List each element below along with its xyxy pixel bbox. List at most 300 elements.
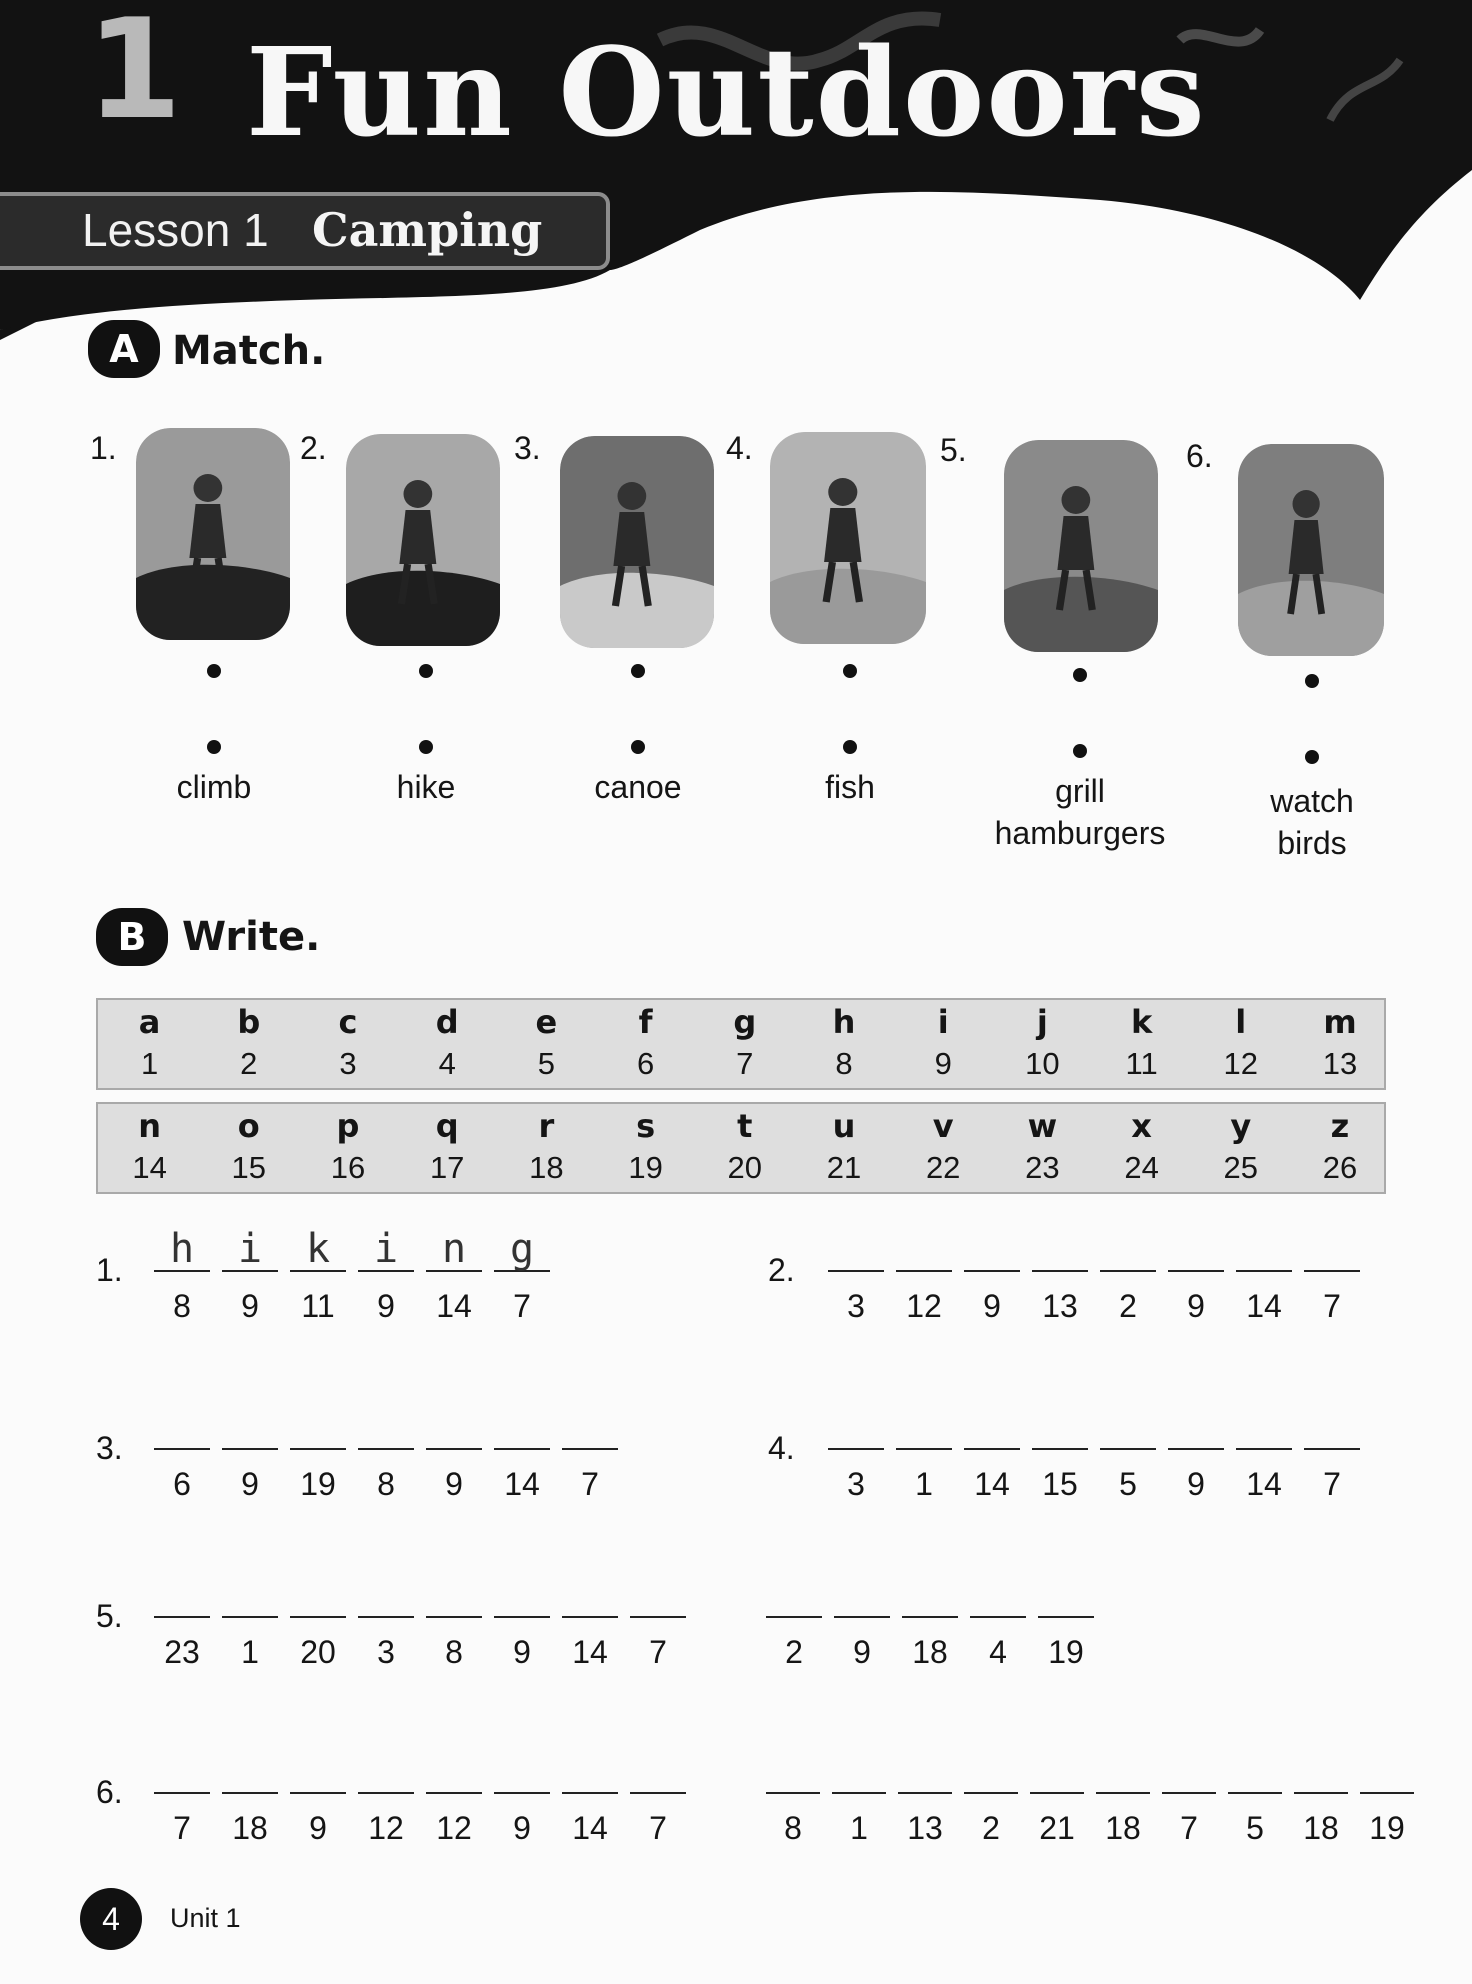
letter-slot [558, 1748, 622, 1848]
answer-blank[interactable] [828, 1404, 884, 1450]
code-number-clue: 5 [1246, 1810, 1264, 1846]
answer-blank[interactable] [290, 1572, 346, 1618]
match-dot[interactable] [1305, 750, 1319, 764]
code-number: 18 [529, 1150, 564, 1185]
answer-blank[interactable] [494, 1404, 550, 1450]
code-letter: u [832, 1107, 856, 1145]
answer-blank[interactable] [1236, 1226, 1292, 1272]
answer-blank[interactable] [1294, 1748, 1348, 1794]
code-number-clue: 7 [581, 1466, 599, 1502]
match-word: watch birds [1270, 783, 1354, 861]
answer-blank[interactable] [1168, 1226, 1224, 1272]
code-letter: w [1027, 1107, 1058, 1145]
code-number-clue: 8 [784, 1810, 802, 1846]
letter-slot [150, 1404, 214, 1504]
code-number: 25 [1223, 1150, 1259, 1185]
code-number-clue: 6 [173, 1466, 191, 1502]
code-number: 8 [835, 1046, 853, 1081]
code-number-clue: 19 [1369, 1810, 1405, 1846]
code-row [96, 1102, 1386, 1194]
puzzle-number: 1. [96, 1252, 123, 1288]
letter-slot [422, 1748, 486, 1848]
code-number-clue: 3 [847, 1466, 865, 1502]
code-cell [497, 1000, 596, 1088]
code-number-clue: 1 [241, 1634, 259, 1670]
code-number-clue: 7 [513, 1288, 531, 1324]
code-number: 7 [736, 1046, 754, 1081]
answer-blank[interactable] [1228, 1748, 1282, 1794]
answer-blank[interactable] [426, 1404, 482, 1450]
code-number-clue: 12 [906, 1288, 942, 1324]
letter-slot [1232, 1404, 1296, 1504]
letter-slot [1034, 1572, 1098, 1672]
code-letter: a [138, 1003, 161, 1041]
letter-slot [824, 1226, 888, 1326]
code-letter: y [1230, 1107, 1252, 1145]
match-dot[interactable] [1305, 674, 1319, 688]
match-dot[interactable] [207, 664, 221, 678]
code-letter: l [1235, 1003, 1247, 1041]
code-cell [1191, 1104, 1290, 1192]
code-number-clue: 14 [436, 1288, 472, 1324]
letter-slot [828, 1748, 890, 1848]
code-cell [993, 1000, 1092, 1088]
letter-slot [490, 1226, 554, 1326]
code-number-clue: 18 [1105, 1810, 1141, 1846]
code-cell [1191, 1000, 1290, 1088]
code-number-clue: 2 [785, 1634, 803, 1670]
match-dot[interactable] [631, 740, 645, 754]
code-number: 21 [826, 1150, 862, 1185]
code-number: 2 [240, 1046, 258, 1081]
answer-blank[interactable] [834, 1572, 890, 1618]
code-cell [199, 1104, 298, 1192]
letter-slot [1158, 1748, 1220, 1848]
letter-slot [354, 1748, 418, 1848]
answer-blank[interactable] [426, 1748, 482, 1794]
answer-blank[interactable] [290, 1748, 346, 1794]
letter-slot [626, 1748, 690, 1848]
answer-blank[interactable]: g [494, 1226, 550, 1272]
letter-slot [558, 1404, 622, 1504]
letter-slot [490, 1572, 554, 1672]
code-number-clue: 7 [1180, 1810, 1198, 1846]
code-number-clue: 9 [309, 1810, 327, 1846]
code-letter: t [737, 1107, 753, 1145]
code-cell [894, 1000, 993, 1088]
letter-slot [830, 1572, 894, 1672]
code-cell [398, 1000, 497, 1088]
lesson-name: Camping [312, 203, 543, 257]
letter-slot [1096, 1226, 1160, 1326]
code-number-clue: 9 [445, 1466, 463, 1502]
answer-blank[interactable] [1030, 1748, 1084, 1794]
letter-slot [218, 1572, 282, 1672]
answer-blank[interactable] [766, 1748, 820, 1794]
code-number: 13 [1322, 1046, 1358, 1081]
letter-slot [1092, 1748, 1154, 1848]
code-number-clue: 23 [164, 1634, 200, 1670]
code-number-clue: 3 [847, 1288, 865, 1324]
code-cell [695, 1000, 794, 1088]
code-number-clue: 9 [853, 1634, 871, 1670]
answer-blank[interactable] [1236, 1404, 1292, 1450]
answer-blank[interactable]: i [358, 1226, 414, 1272]
code-cell [993, 1104, 1092, 1192]
code-cell [794, 1104, 893, 1192]
match-word: grill hamburgers [994, 773, 1166, 851]
picture-number: 1. [90, 430, 117, 466]
code-number-clue: 21 [1039, 1810, 1075, 1846]
code-letter: v [932, 1107, 954, 1145]
code-number-clue: 19 [300, 1466, 336, 1502]
answer-blank[interactable] [832, 1748, 886, 1794]
code-number-clue: 11 [301, 1288, 335, 1324]
answer-blank[interactable] [562, 1748, 618, 1794]
code-number: 17 [429, 1150, 465, 1185]
letter-slot [218, 1404, 282, 1504]
letter-slot [422, 1404, 486, 1504]
puzzle-number: 4. [768, 1430, 795, 1466]
match-dot[interactable] [419, 664, 433, 678]
code-number-clue: 7 [1323, 1466, 1341, 1502]
match-word: climb [176, 769, 252, 805]
answer-blank[interactable] [154, 1748, 210, 1794]
code-cell [100, 1104, 199, 1192]
picture-number: 3. [514, 430, 541, 466]
code-letter: c [338, 1003, 358, 1041]
code-letter: b [237, 1003, 261, 1041]
code-number-clue: 5 [1119, 1466, 1137, 1502]
letter-slot [1290, 1748, 1352, 1848]
code-number: 10 [1025, 1046, 1060, 1081]
match-dot[interactable] [419, 740, 433, 754]
letter-slot [354, 1572, 418, 1672]
code-letter: f [638, 1003, 653, 1041]
code-number-clue: 14 [1246, 1288, 1282, 1324]
answer-blank[interactable] [898, 1748, 952, 1794]
activity-picture [1238, 444, 1384, 656]
code-letter: d [435, 1003, 459, 1041]
activity-picture [560, 436, 714, 648]
code-number-clue: 4 [989, 1634, 1007, 1670]
code-number-clue: 1 [915, 1466, 933, 1502]
code-cell [298, 1000, 397, 1088]
code-letter: o [237, 1107, 260, 1145]
picture-number: 4. [726, 430, 753, 466]
code-number-clue: 18 [1303, 1810, 1339, 1846]
code-number: 14 [132, 1150, 167, 1185]
section-a-title: Match. [172, 328, 326, 374]
answer-blank[interactable] [1038, 1572, 1094, 1618]
code-number-clue: 14 [572, 1634, 608, 1670]
answer-blank[interactable] [494, 1572, 550, 1618]
answer-blank[interactable] [290, 1404, 346, 1450]
code-number-clue: 9 [241, 1466, 259, 1502]
code-letter: e [535, 1003, 558, 1041]
code-number-clue: 7 [649, 1634, 667, 1670]
code-number-clue: 12 [436, 1810, 472, 1846]
letter-slot [1028, 1404, 1092, 1504]
code-number-clue: 14 [504, 1466, 540, 1502]
letter-slot [1300, 1226, 1364, 1326]
letter-slot [422, 1226, 486, 1326]
match-dot[interactable] [1073, 744, 1087, 758]
code-number: 9 [934, 1046, 952, 1081]
letter-slot [824, 1404, 888, 1504]
answer-blank[interactable] [154, 1404, 210, 1450]
code-number-clue: 9 [1187, 1466, 1205, 1502]
code-letter: k [1130, 1003, 1153, 1041]
answer-blank[interactable] [358, 1572, 414, 1618]
answer-blank[interactable] [1304, 1404, 1360, 1450]
letter-slot [354, 1226, 418, 1326]
answer-blank[interactable] [222, 1572, 278, 1618]
section-b-title: Write. [182, 914, 321, 960]
code-letter: x [1131, 1107, 1152, 1145]
letter-slot [558, 1572, 622, 1672]
answer-blank[interactable] [902, 1572, 958, 1618]
code-number-clue: 20 [300, 1634, 336, 1670]
page-number: 4 [80, 1888, 142, 1950]
code-number-clue: 18 [912, 1634, 948, 1670]
match-word: hike [396, 769, 456, 805]
answer-blank[interactable] [494, 1748, 550, 1794]
code-number-clue: 19 [1048, 1634, 1084, 1670]
answer-blank[interactable] [1168, 1404, 1224, 1450]
section-a-badge: A [88, 320, 160, 378]
code-cell [894, 1104, 993, 1192]
letter-slot [354, 1404, 418, 1504]
code-number-clue: 2 [1119, 1288, 1137, 1324]
answer-blank[interactable] [896, 1226, 952, 1272]
match-dot[interactable] [843, 740, 857, 754]
match-word: canoe [594, 769, 682, 805]
letter-slot [960, 1404, 1024, 1504]
code-number-clue: 13 [1042, 1288, 1078, 1324]
answer-blank[interactable] [1100, 1404, 1156, 1450]
answer-blank[interactable] [358, 1748, 414, 1794]
code-number: 22 [925, 1150, 961, 1185]
code-number-clue: 12 [368, 1810, 404, 1846]
code-letter: h [832, 1003, 856, 1041]
letter-slot [218, 1226, 282, 1326]
code-number-clue: 8 [377, 1466, 395, 1502]
activity-picture [346, 434, 500, 646]
letter-slot [960, 1748, 1022, 1848]
code-letter: r [538, 1107, 555, 1145]
code-number-clue: 14 [572, 1810, 608, 1846]
letter-slot [1300, 1404, 1364, 1504]
puzzle-number: 2. [768, 1252, 795, 1288]
code-number-clue: 9 [513, 1810, 531, 1846]
answer-blank[interactable] [358, 1404, 414, 1450]
answer-blank[interactable]: k [290, 1226, 346, 1272]
code-number-clue: 14 [1246, 1466, 1282, 1502]
letter-slot [762, 1572, 826, 1672]
code-letter: s [636, 1107, 656, 1145]
answer-blank[interactable] [1032, 1226, 1088, 1272]
code-cell [199, 1000, 298, 1088]
code-number-clue: 8 [445, 1634, 463, 1670]
letter-slot [1164, 1226, 1228, 1326]
answer-blank[interactable] [1032, 1404, 1088, 1450]
code-cell [695, 1104, 794, 1192]
code-letter: i [937, 1003, 949, 1041]
code-number-clue: 9 [513, 1634, 531, 1670]
code-number: 3 [339, 1046, 357, 1081]
match-dot[interactable] [631, 664, 645, 678]
section-b-badge: B [96, 908, 168, 966]
answer-blank[interactable] [630, 1748, 686, 1794]
letter-slot [422, 1572, 486, 1672]
code-number: 16 [330, 1150, 366, 1185]
code-number: 12 [1223, 1046, 1259, 1081]
code-number-clue: 1 [850, 1810, 868, 1846]
letter-slot [1224, 1748, 1286, 1848]
code-letter: n [138, 1107, 161, 1145]
puzzle-number: 5. [96, 1598, 123, 1634]
answer-blank[interactable] [154, 1572, 210, 1618]
letter-slot [894, 1748, 956, 1848]
answer-blank[interactable] [896, 1404, 952, 1450]
activity-picture [136, 428, 290, 640]
picture-number: 2. [300, 430, 327, 466]
code-letter: z [1330, 1107, 1350, 1145]
letter-slot [150, 1226, 214, 1326]
code-letter: g [733, 1003, 757, 1041]
letter-slot [286, 1404, 350, 1504]
code-cell [398, 1104, 497, 1192]
code-number: 20 [727, 1150, 763, 1185]
match-word: fish [825, 769, 875, 805]
code-number-clue: 7 [173, 1810, 191, 1846]
unit-number: 1 [86, 0, 183, 150]
letter-slot [490, 1748, 554, 1848]
code-number: 4 [438, 1046, 456, 1081]
footer-unit-label: Unit 1 [170, 1903, 241, 1933]
answer-blank[interactable] [630, 1572, 686, 1618]
letter-slot [286, 1226, 350, 1326]
code-cell [1290, 1000, 1389, 1088]
unit-title: Fun Outdoors [246, 20, 1207, 164]
code-letter: m [1323, 1003, 1357, 1041]
answer-blank[interactable] [1304, 1226, 1360, 1272]
code-cell [100, 1000, 199, 1088]
code-letter: q [435, 1107, 459, 1145]
code-number: 24 [1124, 1150, 1159, 1185]
code-number-clue: 7 [649, 1810, 667, 1846]
letter-slot [490, 1404, 554, 1504]
code-cell [497, 1104, 596, 1192]
letter-slot [1232, 1226, 1296, 1326]
letter-slot [898, 1572, 962, 1672]
letter-slot [966, 1572, 1030, 1672]
code-number-clue: 9 [377, 1288, 395, 1324]
match-dot[interactable] [843, 664, 857, 678]
answer-blank[interactable]: n [426, 1226, 482, 1272]
activity-picture [770, 432, 926, 644]
letter-slot [960, 1226, 1024, 1326]
code-cell [1092, 1104, 1191, 1192]
answer-blank[interactable] [1096, 1748, 1150, 1794]
answer-blank[interactable] [562, 1404, 618, 1450]
letter-slot [762, 1748, 824, 1848]
answer-blank[interactable] [426, 1572, 482, 1618]
answer-blank[interactable] [222, 1404, 278, 1450]
code-number: 5 [537, 1046, 556, 1081]
code-cell [596, 1000, 695, 1088]
code-number: 6 [636, 1046, 655, 1081]
picture-number: 6. [1186, 438, 1213, 474]
code-number: 1 [140, 1046, 159, 1081]
answer-blank[interactable] [1360, 1748, 1414, 1794]
code-cell [298, 1104, 397, 1192]
answer-blank[interactable]: h [154, 1226, 210, 1272]
letter-slot [150, 1748, 214, 1848]
match-dot[interactable] [1073, 668, 1087, 682]
answer-blank[interactable] [562, 1572, 618, 1618]
answer-blank[interactable] [964, 1404, 1020, 1450]
letter-slot [286, 1572, 350, 1672]
code-number-clue: 13 [907, 1810, 943, 1846]
code-letter: j [1036, 1003, 1048, 1041]
code-number-clue: 9 [1187, 1288, 1205, 1324]
letter-slot [1026, 1748, 1088, 1848]
code-number-clue: 15 [1042, 1466, 1078, 1502]
answer-blank[interactable] [1162, 1748, 1216, 1794]
puzzle-number: 3. [96, 1430, 123, 1466]
match-dot[interactable] [207, 740, 221, 754]
letter-slot [286, 1748, 350, 1848]
activity-picture [1004, 440, 1158, 652]
lesson-label: Lesson 1 [82, 204, 269, 256]
puzzle-number: 6. [96, 1774, 123, 1810]
code-number: 19 [628, 1150, 663, 1185]
code-number-clue: 14 [974, 1466, 1010, 1502]
code-number: 11 [1125, 1046, 1158, 1081]
code-number-clue: 8 [173, 1288, 191, 1324]
code-number-clue: 9 [241, 1288, 259, 1324]
answer-blank[interactable] [222, 1748, 278, 1794]
answer-blank[interactable] [766, 1572, 822, 1618]
code-number: 26 [1322, 1150, 1358, 1185]
code-cell [596, 1104, 695, 1192]
letter-slot [626, 1572, 690, 1672]
letter-slot [892, 1226, 956, 1326]
code-cell [1092, 1000, 1191, 1088]
code-cell [1290, 1104, 1389, 1192]
answer-blank[interactable] [964, 1226, 1020, 1272]
answer-blank[interactable] [1100, 1226, 1156, 1272]
letter-slot [1164, 1404, 1228, 1504]
letter-slot [892, 1404, 956, 1504]
code-row [96, 998, 1386, 1090]
answer-blank[interactable] [828, 1226, 884, 1272]
letter-slot [1096, 1404, 1160, 1504]
answer-blank[interactable]: i [222, 1226, 278, 1272]
code-number-clue: 2 [982, 1810, 1000, 1846]
picture-number: 5. [940, 432, 967, 468]
answer-blank[interactable] [964, 1748, 1018, 1794]
code-number-clue: 3 [377, 1634, 395, 1670]
code-number: 23 [1025, 1150, 1060, 1185]
letter-slot [1356, 1748, 1418, 1848]
letter-slot [218, 1748, 282, 1848]
code-letter: p [336, 1107, 360, 1145]
code-number-clue: 18 [232, 1810, 268, 1846]
answer-blank[interactable] [970, 1572, 1026, 1618]
